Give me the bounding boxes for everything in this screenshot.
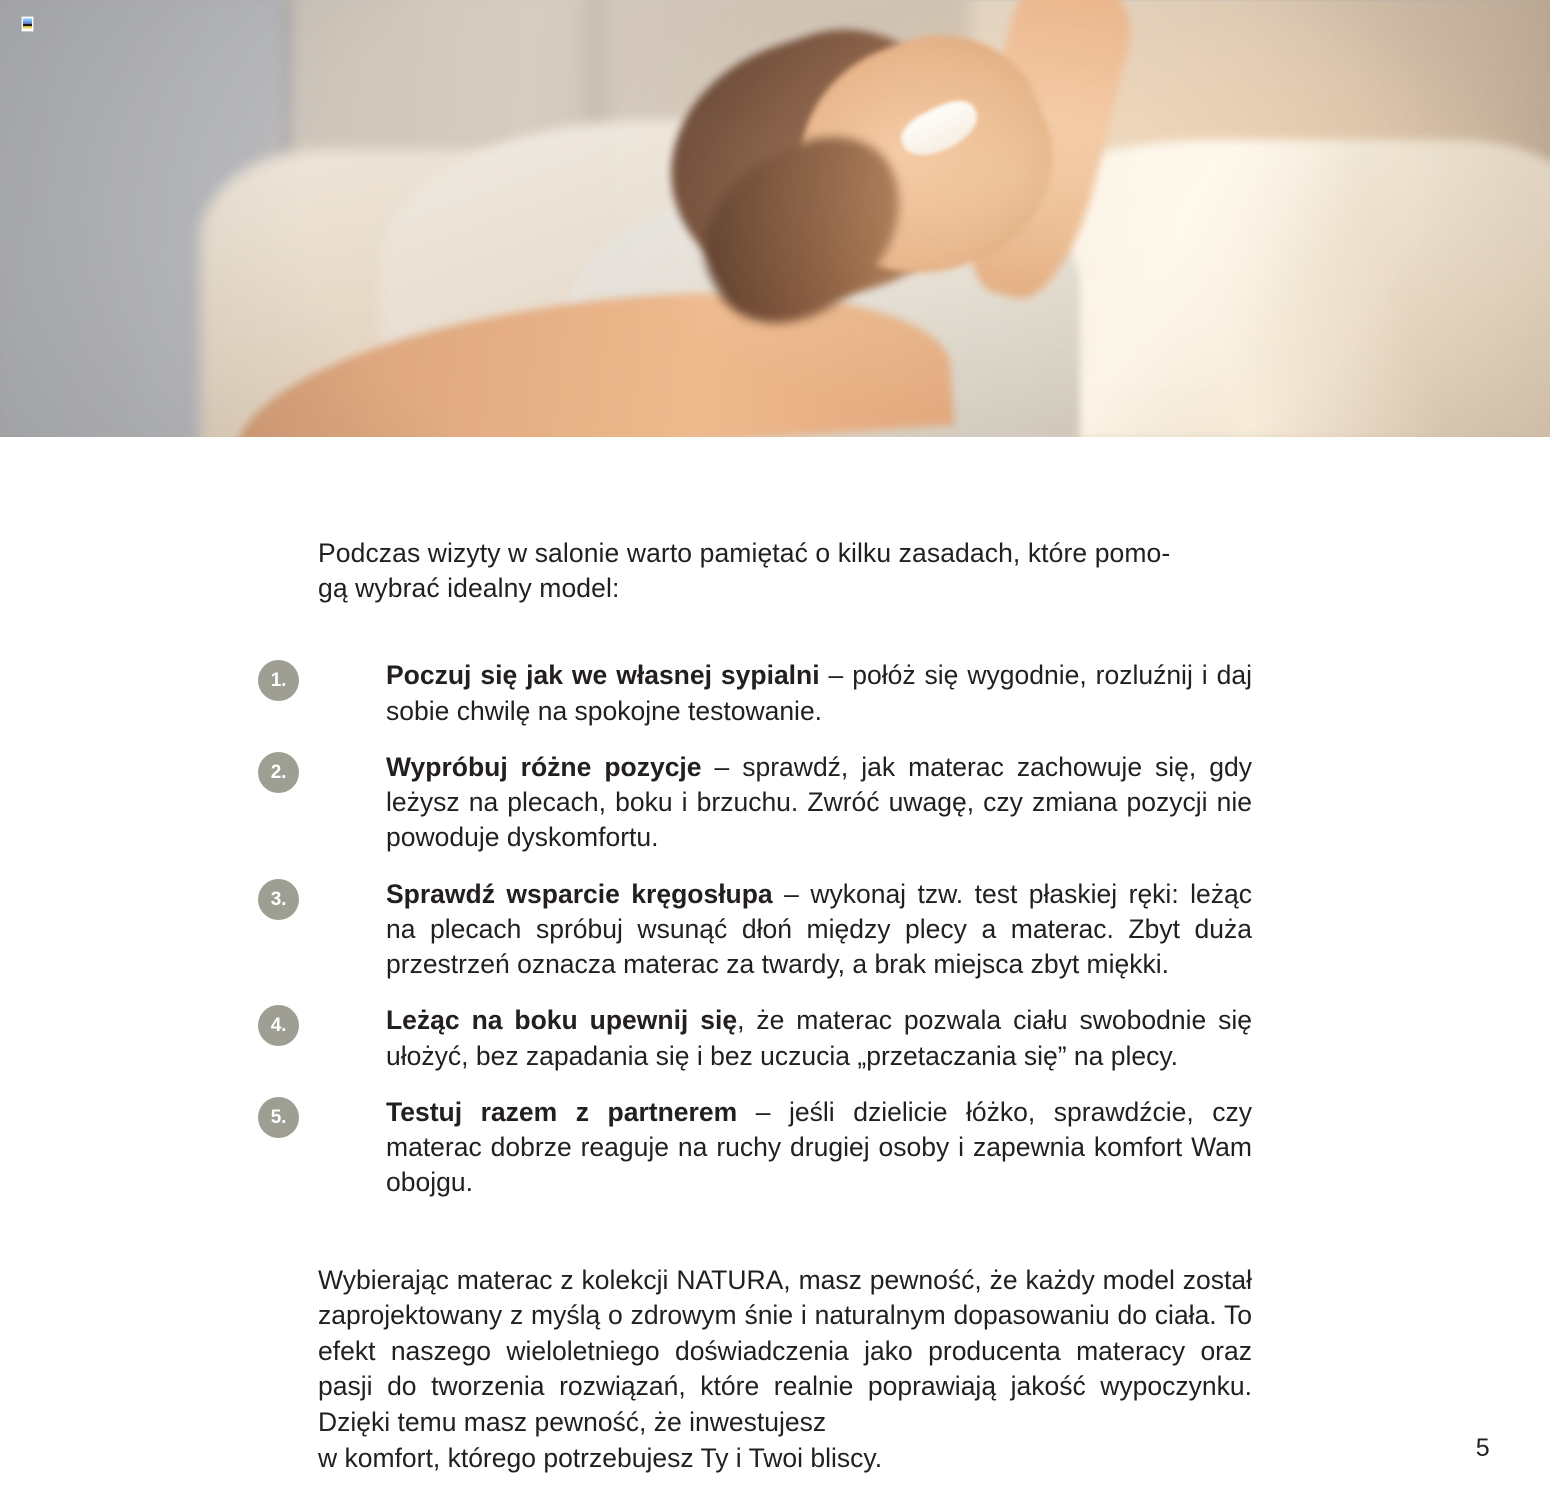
intro-line-1: Podczas wizyty w salonie warto pamiętać o kilku zasadach, które pomo-: [318, 538, 1171, 568]
photo-vignette: [0, 0, 1550, 437]
rule-body-text: – sprawdź, jak materac zachowuje się, gdy leżysz na plecach, boku i brzuchu. Zwróć uwagę, czy zmiana pozycji nie powoduje dyskomfortu.: [386, 751, 1252, 853]
list-item: [270, 877, 1253, 983]
rule-number-badge: 4.: [258, 1005, 299, 1046]
rule-number-badge: 3.: [258, 879, 299, 920]
list-item: [270, 750, 1252, 856]
hero-image: [0, 0, 1550, 437]
rule-body-text: , że materac pozwala ciału swobodnie się ułożyć, bez zapadania się i bez uczucia „przetaczania się” na plecy.: [386, 1005, 1252, 1071]
outro-main-text: Wybierając materac z kolekcji NATURA, masz pewność, że każdy model został zaprojektowany z myślą o zdrowym śnie i naturalnym dopasowaniu do ciała. To efekt naszego wieloletniego doświadczenia jako producenta materacy oraz pasji do tworzenia rozwiązań, które realnie poprawiają jakość wypoczynku. Dzięki temu masz pewność, że inwestujesz: [318, 1264, 1252, 1438]
list-item: [270, 658, 1252, 728]
broken-image-icon: [21, 16, 34, 32]
rule-lead-text: Wypróbuj różne pozycje: [386, 751, 702, 782]
rule-number-badge: 2.: [258, 752, 299, 793]
rule-body-text: – jeśli dzielicie łóżko, sprawdźcie, czy materac dobrze reaguje na ruchy drugiej osoby i zapewnia komfort Wam obojgu.: [386, 1096, 1252, 1198]
page-content: [270, 536, 1253, 1503]
outro-paragraph: [318, 1263, 1252, 1477]
rule-body-text: – wykonaj tzw. test płaskiej ręki: leżąc na plecach spróbuj wsunąć dłoń między plecy a materac. Zbyt duża przestrzeń oznacza materac za twardy, a brak miejsca zbyt miękki.: [386, 878, 1253, 980]
intro-line-2: gą wybrać idealny model:: [318, 573, 620, 604]
rule-number-badge: 5.: [258, 1097, 299, 1138]
rule-lead-text: Leżąc na boku upewnij się: [386, 1005, 738, 1036]
rule-number-badge: 1.: [258, 660, 299, 701]
rule-body-text: – połóż się wygodnie, rozluźnij i daj sobie chwilę na spokojne testowanie.: [386, 660, 1252, 726]
rule-lead-text: Sprawdź wsparcie kręgosłupa: [386, 878, 773, 909]
outro-last-line: w komfort, którego potrzebujesz Ty i Twoi bliscy.: [318, 1442, 883, 1473]
intro-paragraph: [318, 536, 1252, 606]
rules-list: [270, 658, 1253, 1200]
rule-lead-text: Poczuj się jak we własnej sypialni: [386, 660, 820, 691]
page-number: 5: [1475, 1434, 1490, 1462]
list-item: [270, 1003, 1252, 1073]
list-item: [270, 1095, 1252, 1201]
rule-lead-text: Testuj razem z partnerem: [386, 1096, 738, 1127]
